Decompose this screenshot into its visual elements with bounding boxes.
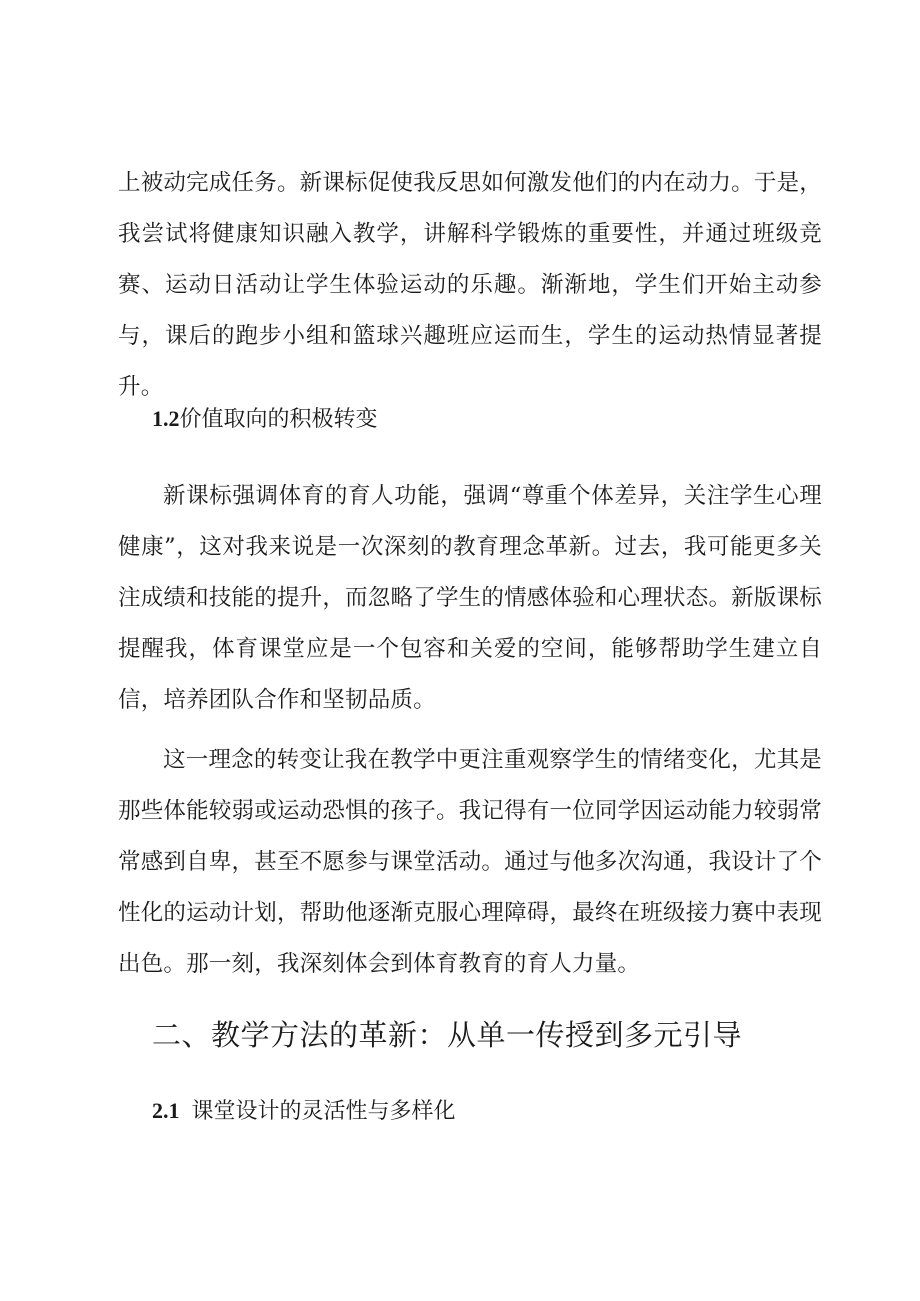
body-paragraph-2: 新课标强调体育的育人功能，强调“尊重个体差异，关注学生心理健康”，这对我来说是一次深刻的教育理念革新。过去，我可能更多关注成绩和技能的提升，而忽略了学生的情感体验和心理状态。新版课标提醒我，体育课堂应是一个包容和关爱的空间，能够帮助学生建立自信，培养团队合作和坚韧品质。 [118, 483, 822, 713]
section-title: 课堂设计的灵活性与多样化 [191, 1099, 456, 1124]
section-title: 价值取向的积极转变 [179, 407, 378, 432]
section-number: 1.2 [152, 406, 180, 431]
section-heading-1-2 [152, 404, 378, 435]
body-paragraph-3: 这一理念的转变让我在教学中更注重观察学生的情绪变化，尤其是那些体能较弱或运动恐惧的孩子。我记得有一位同学因运动能力较弱常常感到自卑，甚至不愿参与课堂活动。通过与他多次沟通，我设计了个性化的运动计划，帮助他逐渐克服心理障碍，最终在班级接力赛中表现出色。那一刻，我深刻体会到体育教育的育人力量。 [118, 747, 822, 977]
body-paragraph-1: 上被动完成任务。新课标促使我反思如何激发他们的内在动力。于是，我尝试将健康知识融入教学，讲解科学锻炼的重要性，并通过班级竞赛、运动日活动让学生体验运动的乐趣。渐渐地，学生们开始主动参与，课后的跑步小组和篮球兴趣班应运而生，学生的运动热情显著提升。 [118, 170, 822, 400]
chapter-heading-2: 二、教学方法的革新：从单一传授到多元引导 [152, 1018, 743, 1052]
section-heading-2-1 [152, 1096, 456, 1127]
section-number: 2.1 [152, 1098, 180, 1123]
